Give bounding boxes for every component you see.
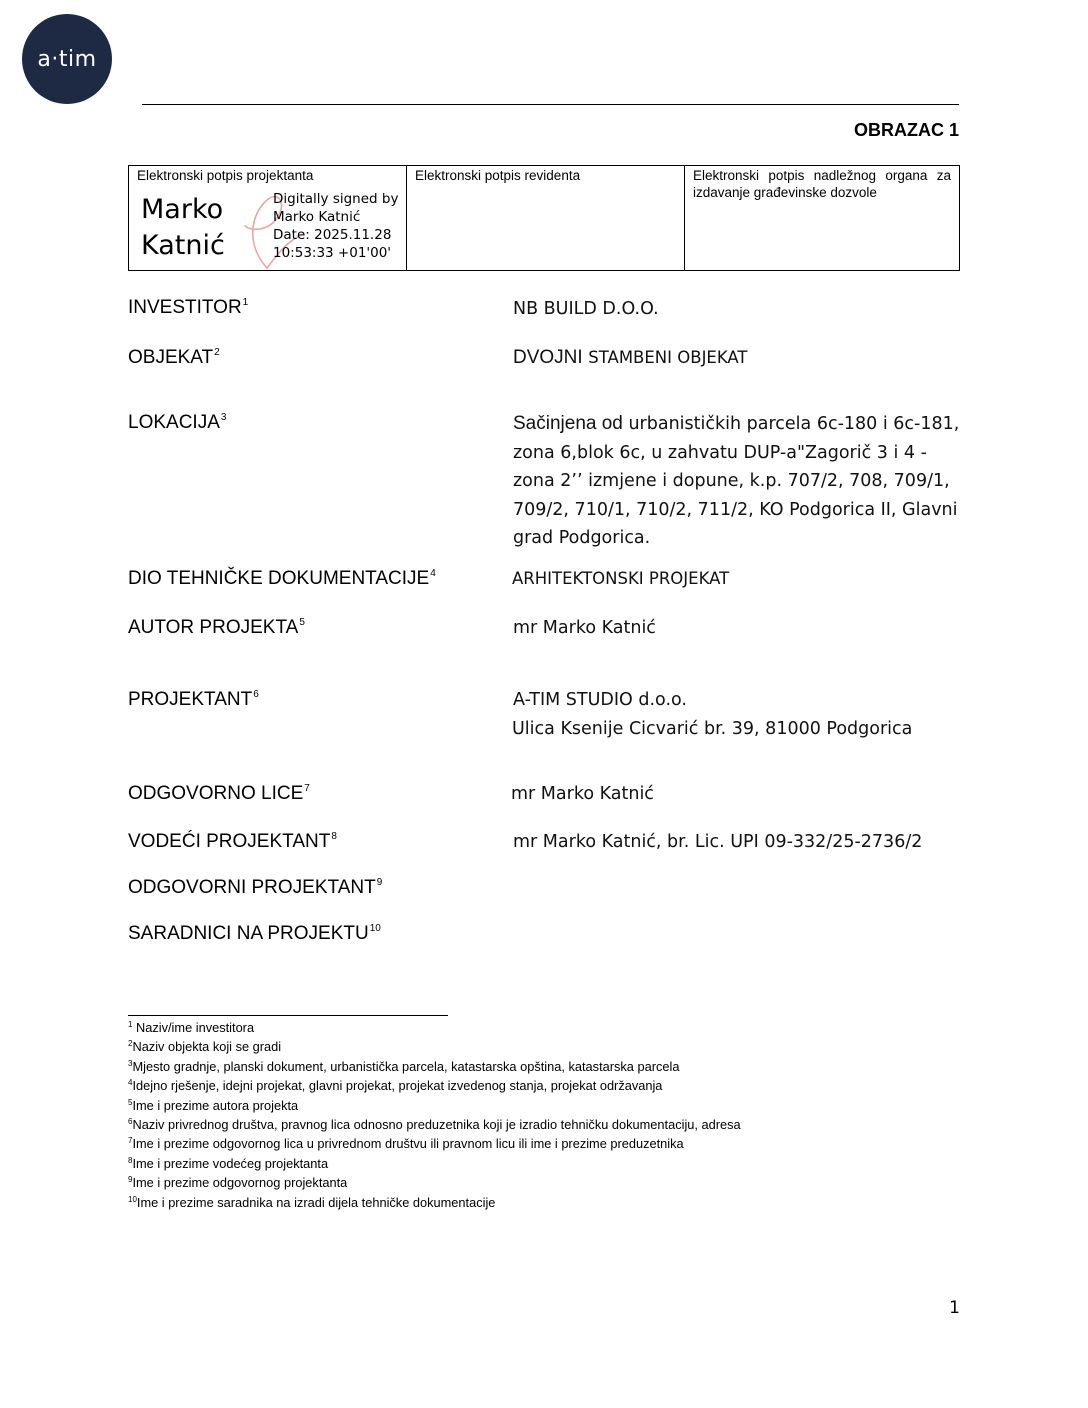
logo-text: a·tim — [37, 46, 97, 72]
footnote-ref: 3 — [128, 1058, 133, 1068]
reviewer-signature-header: Elektronski potpis revidenta — [415, 168, 581, 183]
company-logo — [22, 14, 112, 104]
authority-signature-header: Elektronski potpis nadležnog organa za izdavanje građevinske dozvole — [693, 168, 951, 200]
lead-designer-value: mr Marko Katnić, br. Lic. UPI 09-332/25-2736/2 — [513, 832, 923, 852]
investor-label: INVESTITOR$^1$ — [128, 297, 249, 318]
designer-signature-cell — [129, 166, 406, 270]
footnote-item — [128, 1133, 741, 1152]
designer-signature-header: Elektronski potpis projektanta — [137, 168, 314, 183]
footnote-ref: 7 — [128, 1136, 133, 1146]
footnote-item — [128, 1153, 741, 1172]
footnote-item — [128, 1075, 741, 1094]
footnote-text: Ime i prezime odgovornog projektanta — [132, 1175, 348, 1191]
signer-name: Marko Katnić — [141, 194, 225, 261]
footnote-rule — [128, 1015, 448, 1016]
footnote-text: Idejno rješenje, idejni projekat, glavni projekat, projekat izvedenog stanja, projekat održavanja — [132, 1078, 663, 1094]
footnote-text: Ime i prezime autora projekta — [132, 1097, 299, 1113]
footnote-text: Ime i prezime vodećeg projektanta — [132, 1155, 329, 1171]
footnote-ref: 9 — [128, 1175, 133, 1185]
page-number: 1 — [949, 1298, 960, 1318]
footnote-item — [128, 1056, 741, 1075]
reviewer-signature-cell — [406, 166, 684, 270]
footnote-item — [128, 1192, 741, 1211]
object-value: DVOJNI STAMBENI OBJEKAT — [513, 347, 748, 368]
project-associates-label: SARADNICI NA PROJEKTU$^{10}$ — [128, 923, 381, 944]
footnote-item — [128, 1114, 741, 1133]
footnote-text: Naziv/ime investitora — [132, 1020, 255, 1035]
project-author-value: mr Marko Katnić — [513, 618, 656, 638]
footnotes — [128, 1017, 741, 1211]
signature-table — [128, 165, 960, 271]
project-author-label: AUTOR PROJEKTA$^5$ — [128, 617, 305, 638]
location-value: Sačinjena od urbanističkih parcela 6c-180 i 6c-181, zona 6,blok 6c, u zahvatu DUP-a"Zagorič 3 i 4 -zona 2’’ izmjene i dopune, k.p. 707/2, 708, 709/1, 709/2, 710/1, 710/2, 711/2, KO Podgorica II, Glavni grad Podgorica. — [513, 413, 960, 548]
technical-documentation-part-value: ARHITEKTONSKI PROJEKAT — [512, 569, 730, 588]
authority-signature-cell — [684, 166, 959, 270]
footnote-text: Naziv objekta koji se gradi — [132, 1039, 282, 1055]
header-rule — [142, 104, 959, 105]
footnote-ref: 4 — [128, 1078, 133, 1088]
footnote-text: Ime i prezime odgovornog lica u privrednom društvu ili pravnom licu ili ime i prezime preduzetnika — [132, 1136, 684, 1152]
technical-documentation-part-label: DIO TEHNIČKE DOKUMENTACIJE$^4$ — [128, 568, 436, 589]
footnote-item — [128, 1095, 741, 1114]
footnote-ref: 2 — [128, 1039, 133, 1049]
responsible-person-label: ODGOVORNO LICE$^7$ — [128, 783, 310, 804]
designer-company-address: Ulica Ksenije Cicvarić br. 39, 81000 Podgorica — [512, 719, 913, 739]
location-label: LOKACIJA$^3$ — [128, 412, 227, 433]
footnote-item — [128, 1172, 741, 1191]
footnote-ref: 5 — [128, 1097, 133, 1107]
footnote-item — [128, 1017, 741, 1036]
form-title: OBRAZAC 1 — [853, 120, 959, 140]
responsible-person-value: mr Marko Katnić — [511, 784, 654, 804]
footnote-item — [128, 1036, 741, 1055]
footnote-text: Naziv privrednog društva, pravnog lica odnosno preduzetnika koji je izradio tehničku dokumentaciju, adresa — [132, 1117, 741, 1133]
footnote-text: Ime i prezime saradnika na izradi dijela tehničke dokumentacije — [136, 1194, 496, 1210]
lead-designer-label: VODEĆI PROJEKTANT$^8$ — [128, 831, 337, 852]
footnote-ref: 10 — [128, 1194, 137, 1204]
footnote-ref: 8 — [128, 1155, 133, 1165]
signature-details: Digitally signed by Marko Katnić Date: 2025.11.28 10:53:33 +01'00' — [273, 191, 399, 261]
footnote-ref: 6 — [128, 1117, 133, 1127]
footnote-ref: 1 — [128, 1020, 133, 1029]
object-label: OBJEKAT$^2$ — [128, 347, 220, 368]
designer-company-name: A-TIM STUDIO d.o.o. — [513, 690, 687, 710]
investor-value: NB BUILD D.O.O. — [513, 299, 659, 319]
responsible-designer-label: ODGOVORNI PROJEKTANT$^9$ — [128, 877, 383, 898]
designer-label: PROJEKTANT$^6$ — [128, 689, 259, 710]
footnote-text: Mjesto gradnje, planski dokument, urbanistička parcela, katastarska opština, katastarska parcela — [132, 1058, 680, 1074]
